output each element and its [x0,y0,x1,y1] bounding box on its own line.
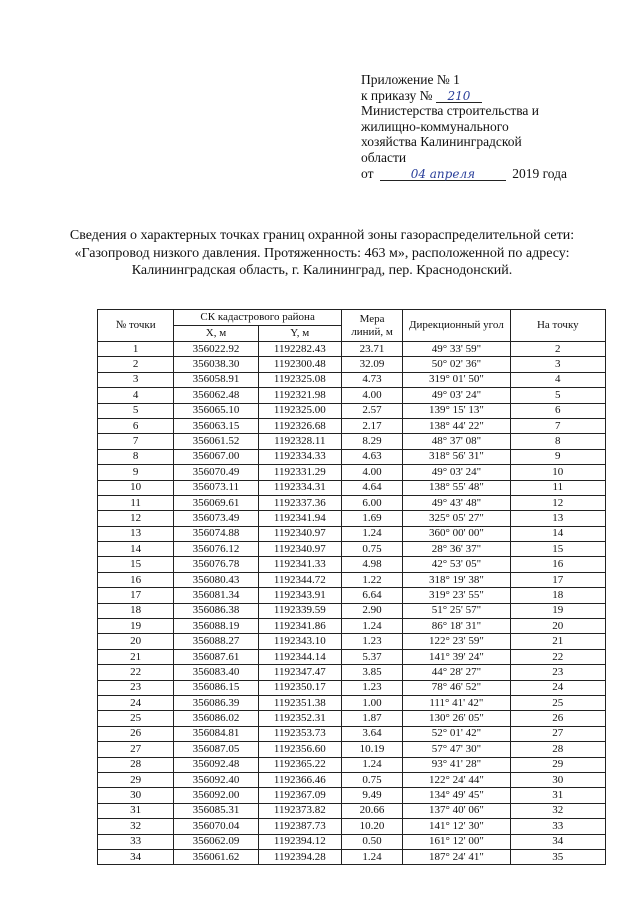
cell-x: 356061.52 [174,434,258,449]
cell-point: 4 [98,388,174,403]
cell-to-point: 26 [510,711,605,726]
cell-length: 4.00 [341,465,402,480]
cell-length: 8.29 [341,434,402,449]
cell-direction: 49° 33' 59" [403,342,510,357]
cell-x: 356080.43 [174,572,258,587]
cell-x: 356062.48 [174,388,258,403]
cell-point: 3 [98,372,174,387]
cell-direction: 86° 18' 31" [403,619,510,634]
cell-length: 6.00 [341,495,402,510]
date-prefix: от [361,165,374,181]
cell-direction: 93° 41' 28" [403,757,510,772]
cell-direction: 138° 44' 22" [403,418,510,433]
cell-y: 1192331.29 [258,465,341,480]
table-row [98,418,606,433]
header-x: X, м [174,326,258,342]
cell-to-point: 21 [510,634,605,649]
cell-to-point: 8 [510,434,605,449]
table-row [98,849,606,864]
table-row [98,757,606,772]
cell-y: 1192343.10 [258,634,341,649]
cell-direction: 318° 56' 31" [403,449,510,464]
cell-direction: 325° 05' 27" [403,511,510,526]
cell-x: 356092.00 [174,788,258,803]
cell-point: 24 [98,695,174,710]
cell-length: 4.63 [341,449,402,464]
cell-point: 7 [98,434,174,449]
cell-y: 1192282.43 [258,342,341,357]
ministry-line-4: области [361,149,407,165]
cell-point: 2 [98,357,174,372]
ministry-line-2: жилищно-коммунального [361,118,509,134]
cell-x: 356088.27 [174,634,258,649]
cell-y: 1192343.91 [258,588,341,603]
cell-y: 1192341.94 [258,511,341,526]
cell-point: 28 [98,757,174,772]
cell-to-point: 2 [510,342,605,357]
cell-direction: 49° 03' 24" [403,388,510,403]
cell-direction: 122° 23' 59" [403,634,510,649]
cell-point: 11 [98,495,174,510]
cell-x: 356076.78 [174,557,258,572]
cell-to-point: 10 [510,465,605,480]
table-row [98,388,606,403]
table-row [98,465,606,480]
cell-length: 1.23 [341,680,402,695]
cell-y: 1192325.00 [258,403,341,418]
cell-to-point: 7 [510,418,605,433]
cell-to-point: 35 [510,849,605,864]
cell-length: 9.49 [341,788,402,803]
cell-x: 356088.19 [174,619,258,634]
cell-direction: 141° 39' 24" [403,649,510,664]
cell-direction: 28° 36' 37" [403,542,510,557]
cell-y: 1192340.97 [258,542,341,557]
cell-to-point: 4 [510,372,605,387]
cell-direction: 141° 12' 30" [403,819,510,834]
cell-y: 1192365.22 [258,757,341,772]
cell-to-point: 19 [510,603,605,618]
cell-length: 1.23 [341,634,402,649]
points-table [97,309,606,865]
date-line [361,166,611,182]
cell-point: 8 [98,449,174,464]
table-row [98,403,606,418]
cell-direction: 111° 41' 42" [403,695,510,710]
cell-length: 1.69 [341,511,402,526]
cell-y: 1192321.98 [258,388,341,403]
cell-x: 356038.30 [174,357,258,372]
table-row [98,372,606,387]
cell-point: 23 [98,680,174,695]
date-handwritten: 04 апреля [380,168,506,181]
cell-x: 356070.49 [174,465,258,480]
cell-to-point: 14 [510,526,605,541]
cell-length: 0.50 [341,834,402,849]
cell-x: 356073.49 [174,511,258,526]
cell-length: 32.09 [341,357,402,372]
cell-point: 25 [98,711,174,726]
cell-direction: 57° 47' 30" [403,742,510,757]
cell-direction: 138° 55' 48" [403,480,510,495]
cell-x: 356086.15 [174,680,258,695]
header-to-point: На точку [510,310,605,342]
cell-point: 1 [98,342,174,357]
cell-to-point: 32 [510,803,605,818]
cell-x: 356087.05 [174,742,258,757]
cell-length: 20.66 [341,803,402,818]
cell-point: 14 [98,542,174,557]
cell-length: 2.90 [341,603,402,618]
ministry-line-3: хозяйства Калининградской [361,134,522,150]
cell-to-point: 15 [510,542,605,557]
cell-y: 1192334.33 [258,449,341,464]
cell-direction: 319° 23' 55" [403,588,510,603]
cell-length: 23.71 [341,342,402,357]
cell-point: 31 [98,803,174,818]
cell-length: 4.73 [341,372,402,387]
cell-y: 1192350.17 [258,680,341,695]
cell-length: 5.37 [341,649,402,664]
cell-y: 1192366.46 [258,772,341,787]
cell-direction: 44° 28' 27" [403,665,510,680]
cell-y: 1192367.09 [258,788,341,803]
cell-x: 356086.02 [174,711,258,726]
table-row [98,834,606,849]
cell-x: 356085.31 [174,803,258,818]
table-row [98,449,606,464]
table-row [98,695,606,710]
cell-to-point: 6 [510,403,605,418]
cell-y: 1192334.31 [258,480,341,495]
cell-x: 356092.48 [174,757,258,772]
cell-to-point: 27 [510,726,605,741]
cell-x: 356073.11 [174,480,258,495]
cell-length: 2.17 [341,418,402,433]
cell-length: 4.98 [341,557,402,572]
cell-direction: 360° 00' 00" [403,526,510,541]
order-number-handwritten: 210 [436,90,482,103]
cell-length: 1.24 [341,619,402,634]
cell-to-point: 29 [510,757,605,772]
table-row [98,726,606,741]
cell-to-point: 17 [510,572,605,587]
cell-length: 6.64 [341,588,402,603]
cell-point: 17 [98,588,174,603]
cell-point: 32 [98,819,174,834]
cell-length: 10.20 [341,819,402,834]
cell-length: 1.24 [341,849,402,864]
cell-direction: 187° 24' 41" [403,849,510,864]
cell-point: 33 [98,834,174,849]
table-row [98,434,606,449]
order-prefix: к приказу № [361,87,433,103]
table-row [98,572,606,587]
cell-x: 356092.40 [174,772,258,787]
header-direction-angle: Дирекционный угол [403,310,510,342]
cell-to-point: 34 [510,834,605,849]
table-row [98,819,606,834]
cell-to-point: 22 [510,649,605,664]
cell-y: 1192373.82 [258,803,341,818]
cell-point: 27 [98,742,174,757]
cell-x: 356086.38 [174,603,258,618]
table-row [98,772,606,787]
header-y: Y, м [258,326,341,342]
cell-y: 1192351.38 [258,695,341,710]
cell-to-point: 9 [510,449,605,464]
table-row [98,649,606,664]
cell-length: 1.22 [341,572,402,587]
cell-to-point: 11 [510,480,605,495]
cell-x: 356076.12 [174,542,258,557]
ministry-line-1: Министерства строительства и [361,103,540,119]
table-row [98,357,606,372]
cell-direction: 78° 46' 52" [403,680,510,695]
cell-to-point: 20 [510,619,605,634]
cell-direction: 48° 37' 08" [403,434,510,449]
cell-y: 1192340.97 [258,526,341,541]
cell-length: 0.75 [341,772,402,787]
appendix-block [361,72,611,181]
cell-to-point: 5 [510,388,605,403]
cell-x: 356063.15 [174,418,258,433]
cell-to-point: 16 [510,557,605,572]
cell-x: 356058.91 [174,372,258,387]
date-year: 2019 года [512,165,568,181]
table-row [98,342,606,357]
table-row [98,619,606,634]
cell-length: 3.64 [341,726,402,741]
cell-direction: 51° 25' 57" [403,603,510,618]
cell-x: 356074.88 [174,526,258,541]
cell-x: 356067.00 [174,449,258,464]
table-row [98,480,606,495]
cell-y: 1192353.73 [258,726,341,741]
table-row [98,742,606,757]
cell-point: 34 [98,849,174,864]
table-row [98,588,606,603]
cell-direction: 139° 15' 13" [403,403,510,418]
cell-length: 4.64 [341,480,402,495]
cell-y: 1192344.72 [258,572,341,587]
cell-direction: 161° 12' 00" [403,834,510,849]
cell-direction: 52° 01' 42" [403,726,510,741]
cell-point: 9 [98,465,174,480]
cell-point: 15 [98,557,174,572]
table-row [98,495,606,510]
table-row [98,634,606,649]
cell-x: 356081.34 [174,588,258,603]
header-point-number: № точки [98,310,174,342]
cell-to-point: 28 [510,742,605,757]
cell-point: 21 [98,649,174,664]
cell-length: 1.00 [341,695,402,710]
cell-y: 1192339.59 [258,603,341,618]
table-row [98,788,606,803]
cell-point: 5 [98,403,174,418]
cell-length: 1.24 [341,757,402,772]
cell-y: 1192341.33 [258,557,341,572]
appendix-title: Приложение № 1 [361,72,460,87]
cell-to-point: 33 [510,819,605,834]
cell-to-point: 24 [510,680,605,695]
cell-point: 26 [98,726,174,741]
cell-direction: 49° 43' 48" [403,495,510,510]
cell-x: 356083.40 [174,665,258,680]
cell-x: 356070.04 [174,819,258,834]
document-heading: Сведения о характерных точках границ охранной зоны газораспределительной сети: «Газопровод низкого давления. Протяженность: 463 м», расположенной по адресу: Калининградская область, г. Калининград, пер. Краснодонский. [69,228,575,278]
header-line-length: Мера линий, м [341,310,402,342]
table-row [98,665,606,680]
cell-y: 1192300.48 [258,357,341,372]
cell-y: 1192325.08 [258,372,341,387]
header-cadastral: СК кадастрового района [174,310,342,326]
cell-to-point: 25 [510,695,605,710]
cell-y: 1192337.36 [258,495,341,510]
table-row [98,542,606,557]
order-line [361,88,611,104]
cell-x: 356022.92 [174,342,258,357]
cell-length: 3.85 [341,665,402,680]
cell-point: 20 [98,634,174,649]
cell-point: 18 [98,603,174,618]
table-row [98,526,606,541]
cell-y: 1192352.31 [258,711,341,726]
cell-x: 356065.10 [174,403,258,418]
cell-x: 356086.39 [174,695,258,710]
cell-length: 10.19 [341,742,402,757]
cell-y: 1192344.14 [258,649,341,664]
cell-point: 29 [98,772,174,787]
cell-to-point: 23 [510,665,605,680]
cell-direction: 49° 03' 24" [403,465,510,480]
cell-y: 1192347.47 [258,665,341,680]
cell-direction: 130° 26' 05" [403,711,510,726]
cell-y: 1192326.68 [258,418,341,433]
cell-y: 1192356.60 [258,742,341,757]
cell-point: 19 [98,619,174,634]
cell-point: 6 [98,418,174,433]
cell-to-point: 13 [510,511,605,526]
points-table-body [98,342,606,865]
cell-direction: 319° 01' 50" [403,372,510,387]
cell-y: 1192394.28 [258,849,341,864]
cell-x: 356084.81 [174,726,258,741]
cell-to-point: 30 [510,772,605,787]
cell-y: 1192394.12 [258,834,341,849]
cell-x: 356087.61 [174,649,258,664]
table-row [98,603,606,618]
cell-point: 30 [98,788,174,803]
cell-direction: 122° 24' 44" [403,772,510,787]
cell-point: 22 [98,665,174,680]
cell-x: 356061.62 [174,849,258,864]
cell-direction: 137° 40' 06" [403,803,510,818]
cell-direction: 134° 49' 45" [403,788,510,803]
table-row [98,680,606,695]
table-row [98,511,606,526]
cell-length: 4.00 [341,388,402,403]
cell-y: 1192328.11 [258,434,341,449]
cell-length: 2.57 [341,403,402,418]
cell-length: 1.24 [341,526,402,541]
cell-length: 1.87 [341,711,402,726]
cell-y: 1192387.73 [258,819,341,834]
cell-x: 356069.61 [174,495,258,510]
cell-direction: 42° 53' 05" [403,557,510,572]
cell-to-point: 12 [510,495,605,510]
table-row [98,557,606,572]
cell-length: 0.75 [341,542,402,557]
cell-point: 10 [98,480,174,495]
table-row [98,803,606,818]
cell-point: 12 [98,511,174,526]
cell-to-point: 3 [510,357,605,372]
cell-y: 1192341.86 [258,619,341,634]
cell-point: 16 [98,572,174,587]
cell-direction: 318° 19' 38" [403,572,510,587]
cell-point: 13 [98,526,174,541]
cell-x: 356062.09 [174,834,258,849]
cell-to-point: 31 [510,788,605,803]
cell-to-point: 18 [510,588,605,603]
cell-direction: 50° 02' 36" [403,357,510,372]
table-row [98,711,606,726]
